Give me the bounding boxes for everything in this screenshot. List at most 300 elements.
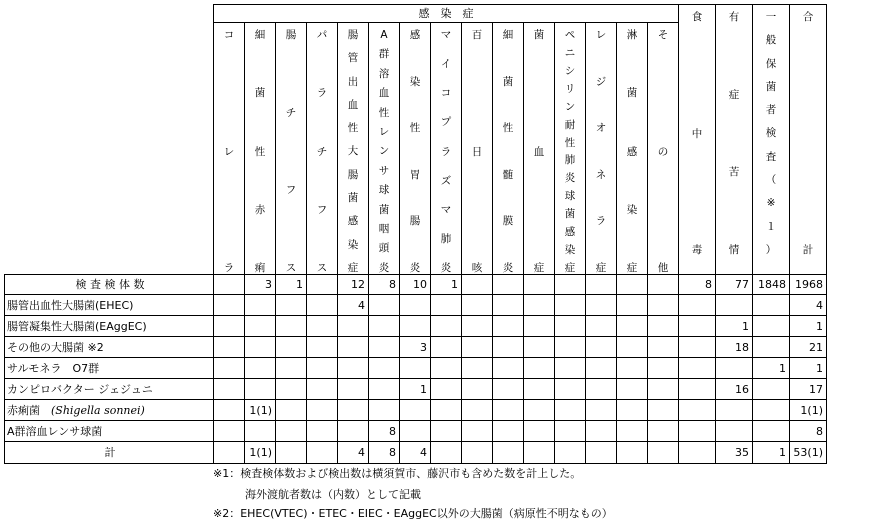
header-char: 肺 <box>564 154 576 167</box>
col-header-paratyphoid <box>307 23 338 275</box>
data-row <box>5 379 827 400</box>
cell <box>648 400 679 421</box>
cell <box>431 337 462 358</box>
data-row <box>5 421 827 442</box>
cell: 3 <box>245 275 276 295</box>
header-char: チ <box>316 145 328 158</box>
note-2: ※2：EHEC(VTEC)・ETEC・EIEC・EAggEC以外の大腸菌（病原性不明なもの） <box>213 507 613 520</box>
row-label-italic: (Shigella sonnei) <box>51 403 145 417</box>
cell <box>555 337 586 358</box>
cell: 1(1) <box>245 400 276 421</box>
header-char: ラ <box>316 87 328 100</box>
cell <box>716 421 753 442</box>
header-char: 炎 <box>409 261 421 274</box>
header-char: 大 <box>347 145 359 158</box>
cell <box>276 421 307 442</box>
cell <box>493 442 524 464</box>
cell <box>245 358 276 379</box>
cell: 1 <box>716 316 753 337</box>
header-char: 般 <box>765 34 777 47</box>
cell <box>431 421 462 442</box>
header-char: 合 <box>802 11 814 23</box>
header-char: 菌 <box>765 80 777 93</box>
header-char: プ <box>440 116 452 129</box>
cell <box>524 275 555 295</box>
specimen-row <box>5 275 827 295</box>
header-char: 耐 <box>564 118 576 131</box>
header-char: イ <box>440 58 452 71</box>
cell <box>431 442 462 464</box>
cell <box>400 358 431 379</box>
col-header-gonorrhea <box>617 23 648 275</box>
header-char: 性 <box>502 122 514 135</box>
col-header-legionella <box>586 23 617 275</box>
col-header-gastro <box>400 23 431 275</box>
cell <box>586 337 617 358</box>
cell: 17 <box>790 379 827 400</box>
cell <box>586 442 617 464</box>
header-char: 感 <box>347 215 359 228</box>
data-row <box>5 358 827 379</box>
header-char: コ <box>440 87 452 100</box>
cell <box>338 316 369 337</box>
cell <box>493 275 524 295</box>
cell <box>586 358 617 379</box>
col-header-typhoid <box>276 23 307 275</box>
cell <box>276 442 307 464</box>
header-char: 膜 <box>502 215 514 228</box>
cell: 21 <box>790 337 827 358</box>
cell: 12 <box>338 275 369 295</box>
header-char: 腸 <box>347 29 359 41</box>
cell: 3 <box>400 337 431 358</box>
header-char: 菌 <box>378 203 390 216</box>
cell <box>524 337 555 358</box>
cell: 8 <box>679 275 716 295</box>
row-label-text: その他の大腸菌 ※2 <box>7 340 104 354</box>
header-char: 頭 <box>378 242 390 255</box>
col-header-total <box>790 5 827 275</box>
header-char: 菌 <box>564 208 576 221</box>
header-char: 症 <box>533 262 545 274</box>
cell <box>648 442 679 464</box>
cell <box>493 337 524 358</box>
header-char: 菌 <box>347 192 359 205</box>
cell <box>524 358 555 379</box>
cell <box>617 337 648 358</box>
header-char: レ <box>223 145 235 158</box>
cell <box>400 316 431 337</box>
cell <box>586 379 617 400</box>
header-char: 症 <box>564 261 576 274</box>
header-char: 細 <box>502 29 514 41</box>
header-char: ペ <box>564 29 576 41</box>
cell <box>648 358 679 379</box>
cell: 8 <box>369 275 400 295</box>
cell: 4 <box>790 295 827 316</box>
cell <box>214 316 245 337</box>
data-row <box>5 337 827 358</box>
header-char: パ <box>316 29 328 41</box>
cell <box>338 358 369 379</box>
cell <box>431 379 462 400</box>
cell <box>431 316 462 337</box>
cell <box>400 295 431 316</box>
header-char: 菌 <box>533 29 545 41</box>
row-label <box>5 295 214 316</box>
cell: 1 <box>753 358 790 379</box>
header-char: レ <box>595 29 607 41</box>
cell <box>307 358 338 379</box>
header-char: 性 <box>378 106 390 119</box>
header-char: 検 <box>765 127 777 140</box>
col-header-carrier <box>753 5 790 275</box>
cell <box>753 295 790 316</box>
cell <box>245 295 276 316</box>
cell <box>648 379 679 400</box>
header-char: 肺 <box>440 232 452 245</box>
cell <box>648 295 679 316</box>
header-char: 性 <box>254 145 266 158</box>
col-header-ehec <box>338 23 369 275</box>
header-char: 百 <box>471 29 483 41</box>
col-header-prsp <box>555 23 586 275</box>
header-char: 保 <box>765 57 777 70</box>
row-label <box>5 337 214 358</box>
cell <box>555 421 586 442</box>
header-char: 染 <box>564 244 576 257</box>
header-char: サ <box>378 164 390 177</box>
header-char: 赤 <box>254 203 266 216</box>
header-char: 菌 <box>502 75 514 88</box>
cell <box>245 337 276 358</box>
cell: 8 <box>790 421 827 442</box>
header-char: 染 <box>626 203 638 216</box>
cell <box>648 275 679 295</box>
col-header-dysentery <box>245 23 276 275</box>
cell <box>753 421 790 442</box>
cell <box>462 400 493 421</box>
col-header-strep_a <box>369 23 400 275</box>
header-char: 計 <box>802 244 814 256</box>
cell <box>586 295 617 316</box>
cell <box>431 400 462 421</box>
cell <box>493 295 524 316</box>
data-row <box>5 316 827 337</box>
cell <box>753 379 790 400</box>
col-header-other <box>648 23 679 275</box>
header-char: オ <box>595 122 607 135</box>
row-label <box>5 442 214 464</box>
cell <box>648 337 679 358</box>
header-char: 血 <box>378 87 390 100</box>
header-char: 球 <box>564 190 576 203</box>
cell <box>400 421 431 442</box>
header-char: そ <box>657 29 669 41</box>
cell: 35 <box>716 442 753 464</box>
header-char: 症 <box>728 88 740 101</box>
row-label <box>5 421 214 442</box>
cell: 16 <box>716 379 753 400</box>
cell <box>716 400 753 421</box>
cell <box>462 358 493 379</box>
cell: 1848 <box>753 275 790 295</box>
cell <box>524 400 555 421</box>
header-char: リ <box>564 82 576 95</box>
cell <box>493 379 524 400</box>
cell <box>214 400 245 421</box>
cell: 1 <box>790 358 827 379</box>
col-header-cholera <box>214 23 245 275</box>
header-char: 査 <box>765 150 777 163</box>
col-header-pertussis <box>462 23 493 275</box>
cell <box>648 316 679 337</box>
row-label-text: カンピロバクター ジェジュニ <box>7 382 153 396</box>
cell: 1 <box>276 275 307 295</box>
cell <box>276 400 307 421</box>
cell <box>338 379 369 400</box>
header-char: ン <box>378 145 390 158</box>
header-char: 感 <box>564 226 576 239</box>
header-char: 炎 <box>502 261 514 274</box>
row-label <box>5 275 214 295</box>
cell <box>462 337 493 358</box>
header-char: 腸 <box>409 215 421 228</box>
cell <box>431 358 462 379</box>
header-char: ズ <box>440 174 452 187</box>
col-header-bacteremia <box>524 23 555 275</box>
cell: 18 <box>716 337 753 358</box>
row-label-text: 計 <box>104 446 116 459</box>
header-char: 苦 <box>728 166 740 179</box>
header-char: 者 <box>765 104 777 117</box>
cell <box>400 400 431 421</box>
header-char: 有 <box>728 11 740 23</box>
cell <box>214 379 245 400</box>
header-char: ） <box>765 243 777 256</box>
header-char: ラ <box>223 262 235 274</box>
cell <box>617 295 648 316</box>
cell <box>276 295 307 316</box>
header-char: マ <box>440 29 452 41</box>
cell <box>369 295 400 316</box>
cell <box>524 421 555 442</box>
cell <box>307 295 338 316</box>
cell <box>338 400 369 421</box>
cell <box>307 275 338 295</box>
col-header-symptomatic <box>716 5 753 275</box>
header-char: 出 <box>347 75 359 88</box>
cell: 4 <box>400 442 431 464</box>
cell <box>307 442 338 464</box>
cell <box>679 400 716 421</box>
header-char: チ <box>285 106 297 119</box>
cell <box>555 316 586 337</box>
header-char: コ <box>223 29 235 41</box>
cell <box>431 295 462 316</box>
header-char: １ <box>765 220 777 233</box>
cell <box>338 421 369 442</box>
cell <box>524 295 555 316</box>
row-label-text: 赤痢菌 <box>7 403 51 417</box>
row-label-text: 腸管出血性大腸菌(EHEC) <box>7 298 134 312</box>
header-char: 髄 <box>502 168 514 181</box>
header-char: 感 <box>409 29 421 41</box>
col-header-food_poisoning <box>679 5 716 275</box>
cell <box>555 358 586 379</box>
header-char: 炎 <box>378 261 390 274</box>
cell <box>245 316 276 337</box>
cell <box>679 421 716 442</box>
row-label-text: A群溶血レンサ球菌 <box>7 424 103 438</box>
header-char: ニ <box>564 46 576 59</box>
row-label <box>5 400 214 421</box>
header-char: フ <box>285 184 297 197</box>
header-char: 炎 <box>440 262 452 274</box>
cell <box>524 379 555 400</box>
cell <box>753 337 790 358</box>
cell <box>462 275 493 295</box>
header-char: （ <box>765 174 777 187</box>
cell <box>617 275 648 295</box>
cell <box>276 379 307 400</box>
row-label <box>5 358 214 379</box>
header-char: 症 <box>595 261 607 274</box>
header-char: 管 <box>347 52 359 65</box>
cell <box>679 295 716 316</box>
cell <box>369 316 400 337</box>
header-char: 腸 <box>347 168 359 181</box>
cell: 8 <box>369 421 400 442</box>
cell <box>245 421 276 442</box>
header-char: ス <box>285 261 297 274</box>
cell: 4 <box>338 295 369 316</box>
header-char: ラ <box>440 145 452 158</box>
header-char: 淋 <box>626 29 638 41</box>
cell <box>524 316 555 337</box>
header-char: シ <box>564 64 576 77</box>
cell <box>276 358 307 379</box>
cell: 77 <box>716 275 753 295</box>
header-char: 腸 <box>285 29 297 41</box>
cell <box>617 316 648 337</box>
cell <box>555 400 586 421</box>
header-char: A <box>380 29 388 41</box>
header-char: 一 <box>765 11 777 23</box>
cell <box>586 400 617 421</box>
header-char: の <box>657 145 669 158</box>
cell <box>307 316 338 337</box>
header-char: 毒 <box>691 244 703 256</box>
cell <box>617 442 648 464</box>
header-char: 染 <box>347 238 359 251</box>
cell <box>462 316 493 337</box>
cell <box>679 337 716 358</box>
col-header-mycoplasma <box>431 23 462 275</box>
cell <box>493 421 524 442</box>
cell <box>462 295 493 316</box>
cell <box>369 379 400 400</box>
cell <box>753 316 790 337</box>
cell <box>648 421 679 442</box>
cell <box>462 421 493 442</box>
note-1b: 海外渡航者数は（内数）として記載 <box>245 488 421 501</box>
cell <box>617 421 648 442</box>
header-char: 血 <box>347 98 359 111</box>
header-char: 溶 <box>378 67 390 80</box>
corner-cell <box>5 5 214 275</box>
header-char: 食 <box>691 11 703 23</box>
cell <box>617 379 648 400</box>
header-char: 痢 <box>254 262 266 274</box>
cell <box>493 316 524 337</box>
cell <box>462 442 493 464</box>
cell: 1 <box>431 275 462 295</box>
total-row <box>5 442 827 464</box>
header-char: 日 <box>471 145 483 158</box>
header-char: 球 <box>378 184 390 197</box>
cell <box>679 442 716 464</box>
group-header: 感 染 症 <box>214 5 679 23</box>
cell <box>307 379 338 400</box>
header-char: 血 <box>533 145 545 158</box>
cell <box>214 275 245 295</box>
header-char: 性 <box>347 122 359 135</box>
cell <box>307 400 338 421</box>
header-char: 菌 <box>254 87 266 100</box>
header-char: 菌 <box>626 87 638 100</box>
header-char: ネ <box>595 168 607 181</box>
header-char: 他 <box>657 262 669 274</box>
results-table <box>4 4 827 464</box>
row-label-text: 検 査 検 体 数 <box>75 278 145 291</box>
cell <box>369 358 400 379</box>
header-char: 性 <box>409 122 421 135</box>
cell <box>716 295 753 316</box>
cell <box>524 442 555 464</box>
header-char: 感 <box>626 145 638 158</box>
cell <box>214 442 245 464</box>
header-char: ラ <box>595 215 607 228</box>
cell <box>679 316 716 337</box>
header-char: 症 <box>347 261 359 274</box>
cell <box>617 358 648 379</box>
cell <box>245 379 276 400</box>
cell <box>555 442 586 464</box>
data-row <box>5 295 827 316</box>
header-char: 群 <box>378 48 390 61</box>
cell: 1968 <box>790 275 827 295</box>
cell <box>679 358 716 379</box>
cell <box>555 275 586 295</box>
cell <box>753 400 790 421</box>
header-char: ジ <box>595 75 607 88</box>
cell <box>493 358 524 379</box>
cell <box>307 421 338 442</box>
cell <box>586 275 617 295</box>
cell <box>586 421 617 442</box>
cell <box>276 337 307 358</box>
cell <box>555 379 586 400</box>
cell <box>338 337 369 358</box>
col-header-meningitis <box>493 23 524 275</box>
header-char: 細 <box>254 29 266 41</box>
data-row <box>5 400 827 421</box>
header-char: 胃 <box>409 168 421 181</box>
header-char: 炎 <box>564 172 576 185</box>
cell: 10 <box>400 275 431 295</box>
header-char: 症 <box>626 262 638 274</box>
